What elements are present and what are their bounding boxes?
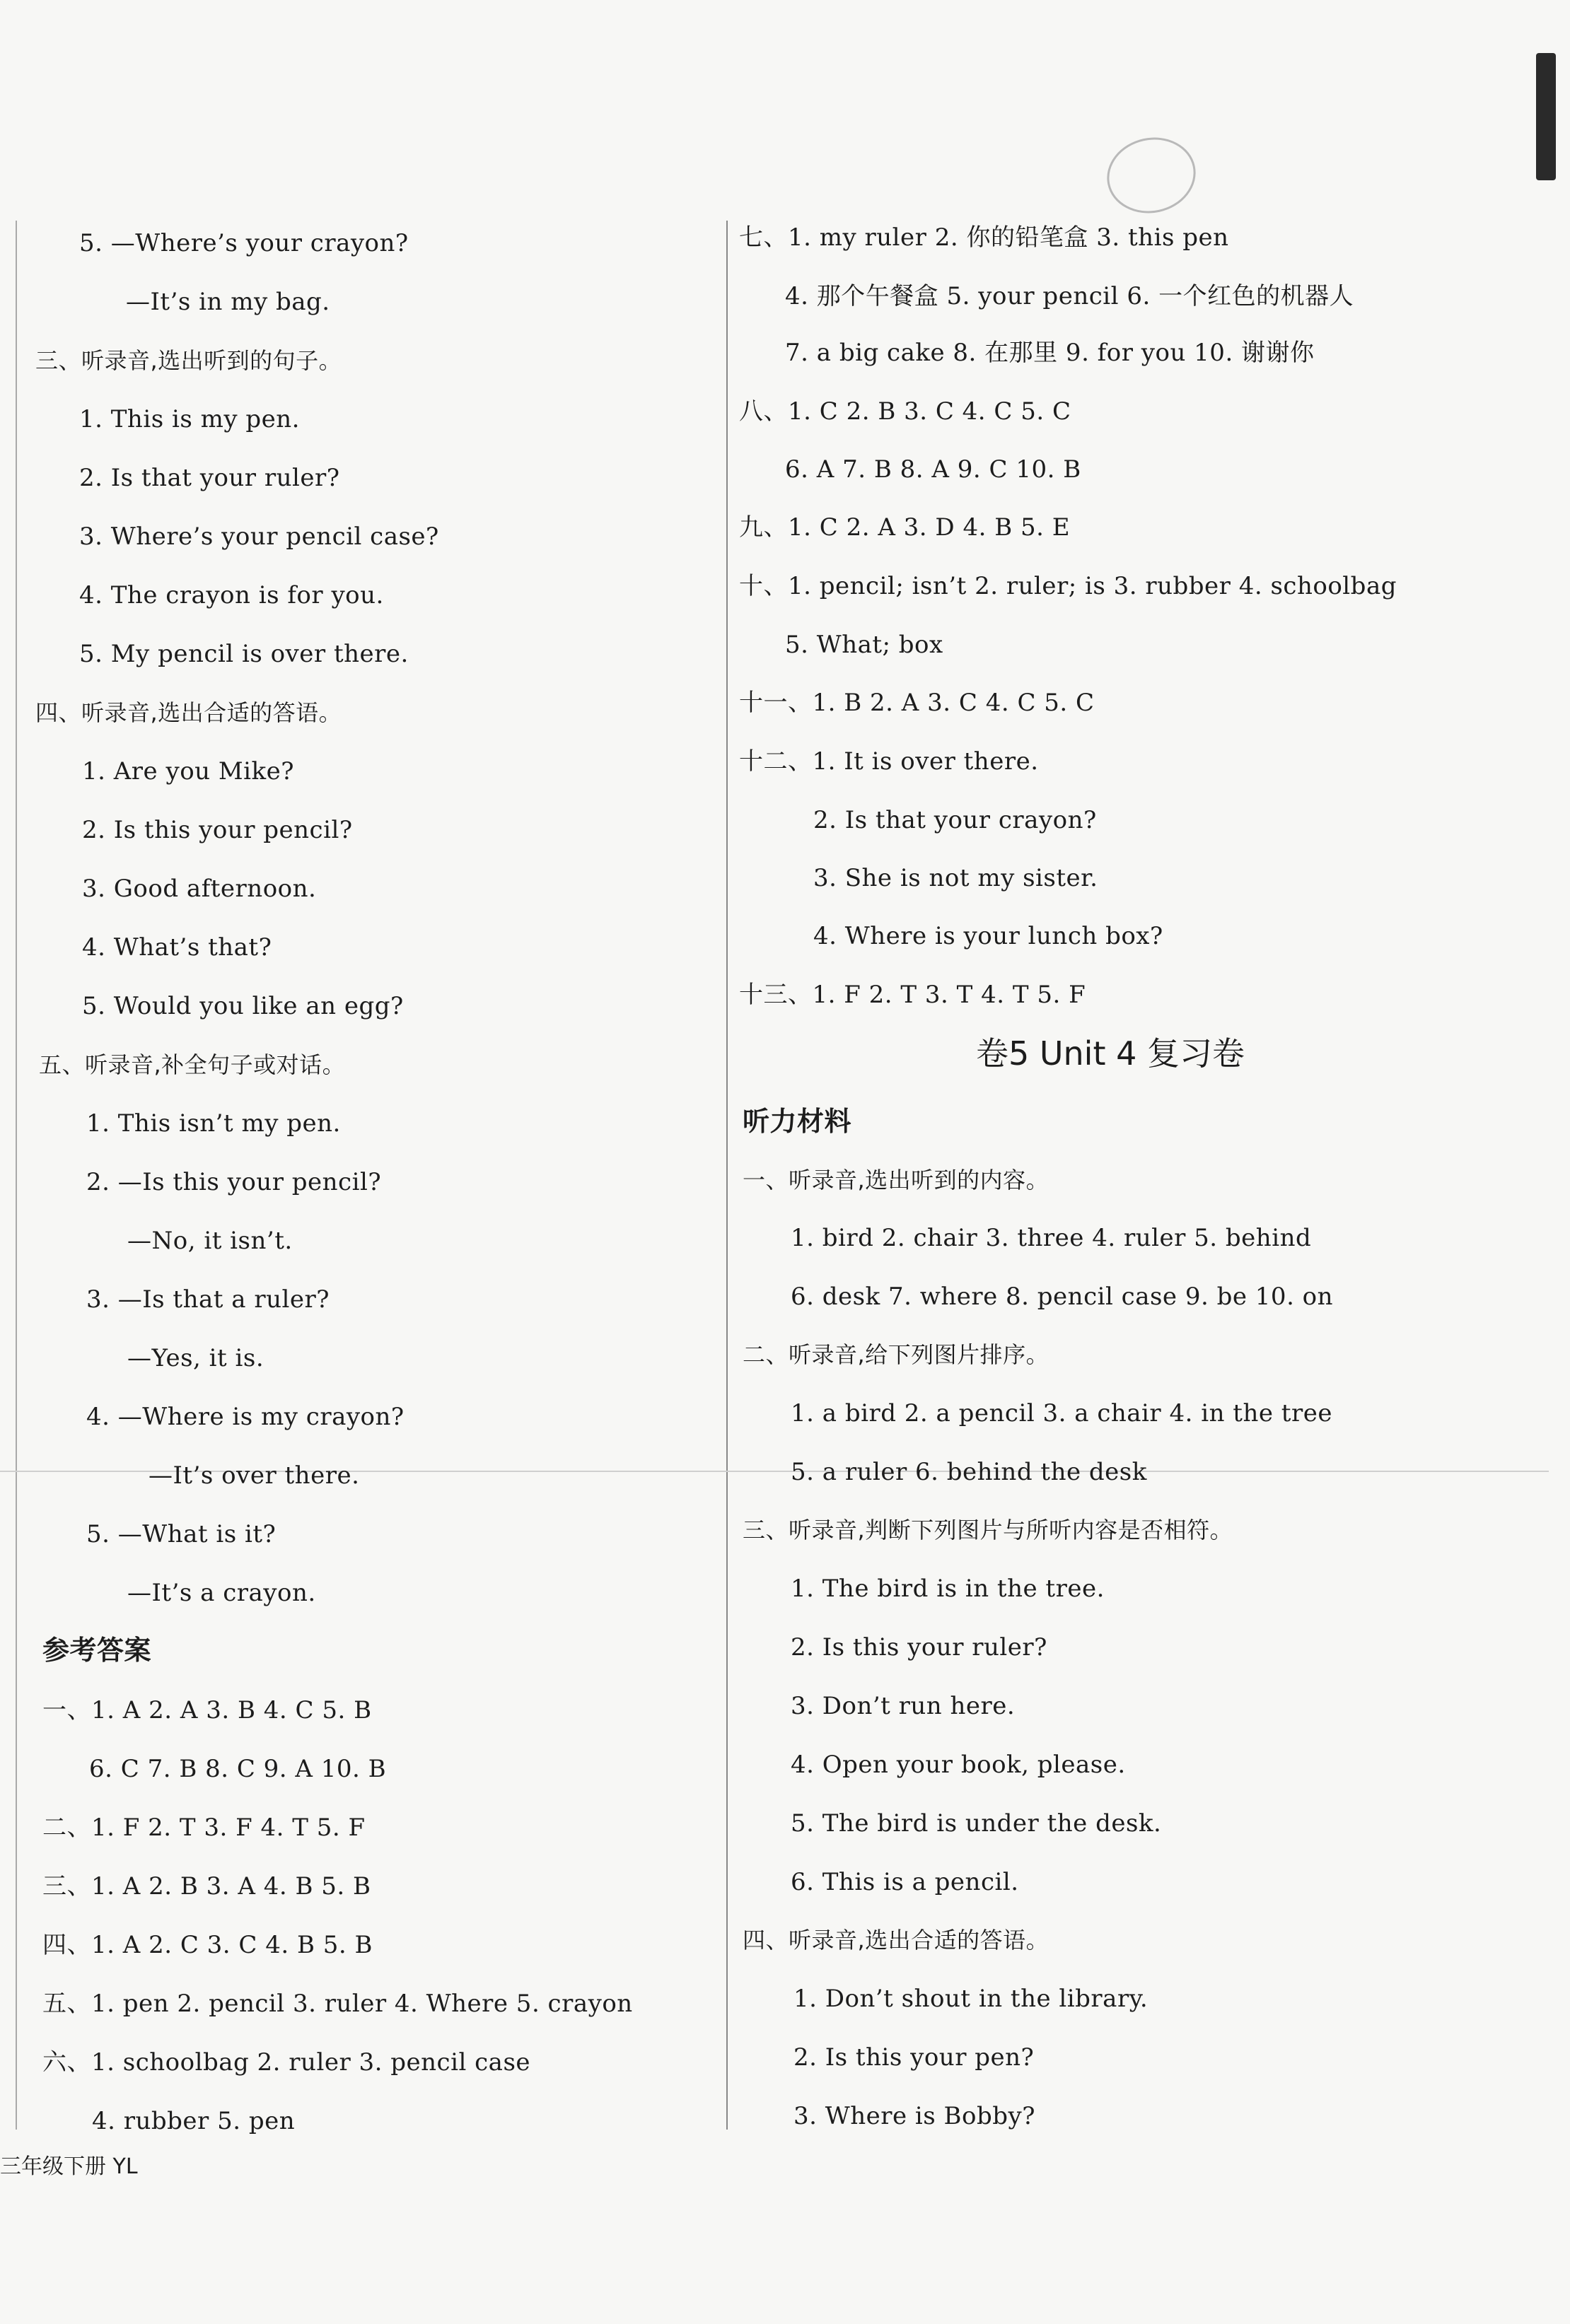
text-line: 2. Is this your pencil? (82, 816, 353, 844)
answer-line: 5. What; box (785, 631, 943, 659)
section-heading: 三、听录音,选出听到的句子。 (35, 347, 342, 374)
answer-line: 4. rubber 5. pen (92, 2107, 296, 2135)
answer-line: 九、1. C 2. A 3. D 4. B 5. E (739, 513, 1071, 542)
section-heading: 四、听录音,选出合适的答语。 (743, 1927, 1049, 1954)
answer-line: 三、1. A 2. B 3. A 4. B 5. B (42, 1872, 371, 1900)
text-line: 3. Where is Bobby? (793, 2102, 1035, 2130)
text-line: —It’s over there. (149, 1461, 360, 1490)
text-line: 3. Don’t run here. (791, 1692, 1016, 1720)
answer-line: 十、1. pencil; isn’t 2. ruler; is 3. rubber 4. schoolbag (739, 572, 1397, 600)
text-line: 3. —Is that a ruler? (86, 1285, 330, 1314)
listening-material-heading: 听力材料 (743, 1106, 852, 1137)
text-line: 5. a ruler 6. behind the desk (791, 1458, 1147, 1486)
text-line: 1. Are you Mike? (82, 757, 295, 786)
text-line: 5. —Where’s your crayon? (79, 229, 409, 257)
section-heading: 二、听录音,给下列图片排序。 (743, 1341, 1049, 1368)
text-line: 6. desk 7. where 8. pencil case 9. be 10. on (791, 1283, 1334, 1311)
section-title: 卷5 Unit 4 复习卷 (975, 1034, 1245, 1073)
page-footer: 三年级下册 YL (0, 2154, 138, 2179)
text-line: 5. My pencil is over there. (79, 640, 409, 668)
answer-line: 6. A 7. B 8. A 9. C 10. B (785, 455, 1081, 484)
text-line: 2. Is this your pen? (793, 2043, 1035, 2072)
text-line: 1. This is my pen. (79, 405, 300, 433)
text-line: 4. Open your book, please. (791, 1751, 1126, 1779)
answer-key-heading: 参考答案 (42, 1635, 152, 1666)
text-line: 5. The bird is under the desk. (791, 1809, 1162, 1838)
answer-line: 一、1. A 2. A 3. B 4. C 5. B (42, 1696, 372, 1724)
text-line: 4. What’s that? (82, 933, 272, 962)
answer-line: 十二、1. It is over there. (739, 747, 1039, 776)
answer-line: 4. Where is your lunch box? (813, 922, 1163, 950)
text-line: 6. This is a pencil. (791, 1868, 1019, 1896)
text-line: 5. —What is it? (86, 1520, 277, 1548)
text-line: —Yes, it is. (127, 1344, 264, 1372)
answer-line: 2. Is that your crayon? (813, 806, 1097, 834)
section-heading: 一、听录音,选出听到的内容。 (743, 1167, 1049, 1193)
answer-line: 五、1. pen 2. pencil 3. ruler 4. Where 5. crayon (42, 1990, 633, 2018)
text-line: 1. a bird 2. a pencil 3. a chair 4. in the tree (791, 1399, 1332, 1427)
answer-line: 十三、1. F 2. T 3. T 4. T 5. F (739, 981, 1086, 1009)
text-line: 3. Where’s your pencil case? (79, 522, 439, 551)
section-heading: 五、听录音,补全句子或对话。 (39, 1051, 346, 1078)
answer-line: 六、1. schoolbag 2. ruler 3. pencil case (42, 2048, 531, 2077)
section-heading: 四、听录音,选出合适的答语。 (35, 699, 342, 726)
answer-line: 八、1. C 2. B 3. C 4. C 5. C (739, 397, 1071, 426)
answer-line: 二、1. F 2. T 3. F 4. T 5. F (42, 1814, 366, 1842)
text-line: 3. Good afternoon. (82, 875, 317, 903)
text-line: 1. This isn’t my pen. (86, 1109, 341, 1138)
text-line: 1. bird 2. chair 3. three 4. ruler 5. behind (791, 1224, 1312, 1252)
text-line: 1. Don’t shout in the library. (793, 1985, 1149, 2013)
text-line: 4. —Where is my crayon? (86, 1403, 405, 1431)
answer-line: 7. a big cake 8. 在那里 9. for you 10. 谢谢你 (785, 339, 1315, 367)
answer-line: 3. She is not my sister. (813, 864, 1098, 892)
answer-line: 四、1. A 2. C 3. C 4. B 5. B (42, 1931, 373, 1959)
column-divider (726, 221, 728, 2130)
left-margin-rule (16, 221, 17, 2130)
answer-line: 6. C 7. B 8. C 9. A 10. B (89, 1755, 387, 1783)
answer-line: 七、1. my ruler 2. 你的铅笔盒 3. this pen (739, 223, 1229, 252)
text-line: 5. Would you like an egg? (82, 992, 404, 1020)
page-edge-mark (1536, 53, 1556, 180)
text-line: —It’s in my bag. (126, 288, 330, 316)
section-heading: 三、听录音,判断下列图片与所听内容是否相符。 (743, 1517, 1233, 1543)
text-line: —It’s a crayon. (127, 1579, 316, 1607)
text-line: 4. The crayon is for you. (79, 581, 384, 609)
text-line: 2. —Is this your pencil? (86, 1168, 382, 1196)
stamp-logo (1100, 129, 1202, 221)
answer-line: 十一、1. B 2. A 3. C 4. C 5. C (739, 689, 1095, 717)
text-line: —No, it isn’t. (127, 1227, 293, 1255)
text-line: 1. The bird is in the tree. (791, 1575, 1105, 1603)
text-line: 2. Is this your ruler? (791, 1633, 1047, 1662)
answer-line: 4. 那个午餐盒 5. your pencil 6. 一个红色的机器人 (785, 282, 1354, 310)
text-line: 2. Is that your ruler? (79, 464, 340, 492)
